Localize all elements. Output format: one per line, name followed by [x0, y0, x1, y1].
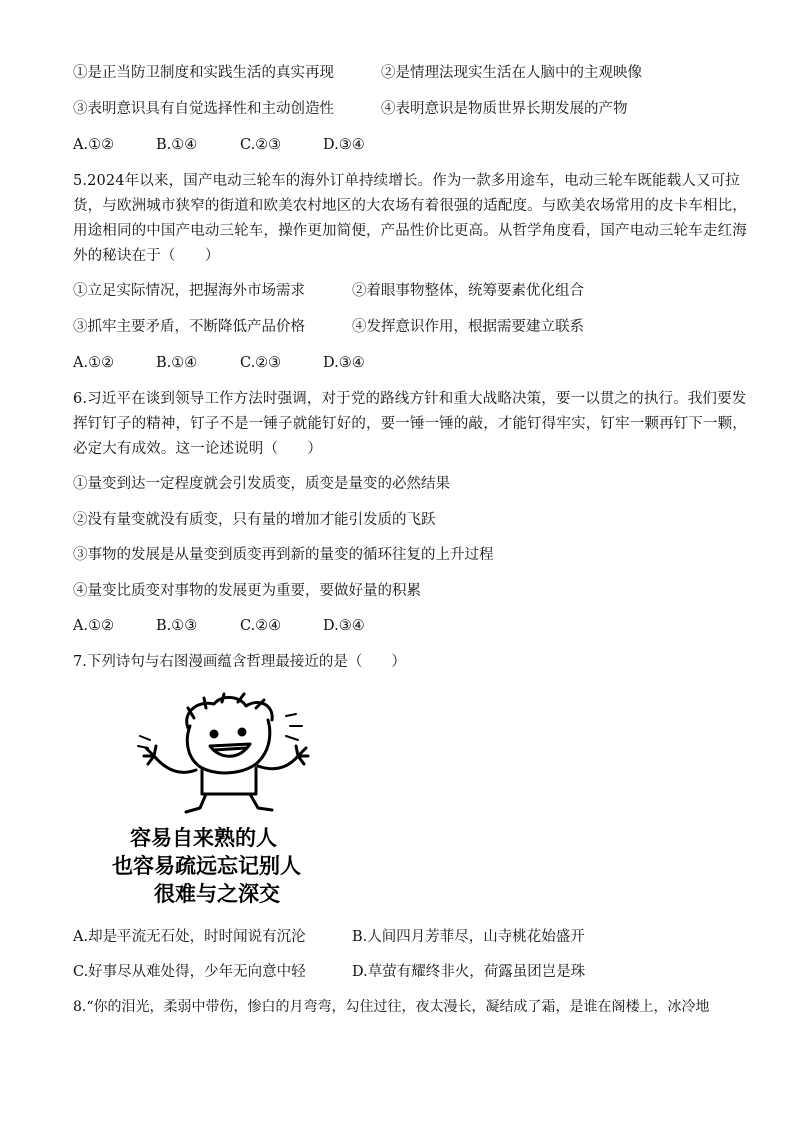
- q5-stem-line-2: 货，与欧洲城市狭窄的街道和欧美农村地区的大农场有着很强的适配度。与欧美农场常用的皮卡车相比，: [73, 198, 747, 214]
- cartoon-caption-line-1: 容易自来熟的人: [130, 826, 277, 850]
- q7-option-a: A.却是平流无石处，时时闻说有沉沦: [73, 929, 306, 945]
- q4-statement-4: ④表明意识是物质世界长期发展的产物: [381, 101, 628, 117]
- q5-choice-b: B.①④: [156, 355, 198, 371]
- q6-stem-line-1: 6.习近平在谈到领导工作方法时强调，对于党的路线方针和重大战略决策，要一以贯之的执行。我们要发: [73, 391, 747, 407]
- q6-statement-2: ②没有量变就没有质变，只有量的增加才能引发质的飞跃: [73, 512, 436, 528]
- q5-statement-1: ①立足实际情况，把握海外市场需求: [73, 283, 305, 299]
- q5-statement-3: ③抓牢主要矛盾，不断降低产品价格: [73, 319, 305, 335]
- q4-choice-d: D.③④: [323, 137, 365, 153]
- cartoon-caption-line-3: 很难与之深交: [154, 882, 280, 906]
- q7-option-d: D.草萤有耀终非火，荷露虽团岂是珠: [352, 964, 586, 980]
- q5-stem-line-4: 外的秘诀在于（ ）: [73, 248, 220, 264]
- q6-choice-b: B.①③: [156, 618, 198, 634]
- q5-choice-d: D.③④: [323, 355, 365, 371]
- q4-statement-2: ②是情理法现实生活在人脑中的主观映像: [381, 65, 642, 81]
- q5-choice-a: A.①②: [73, 355, 115, 371]
- q6-choice-a: A.①②: [73, 618, 115, 634]
- q5-statement-2: ②着眼事物整体，统筹要素优化组合: [352, 283, 584, 299]
- q5-statement-4: ④发挥意识作用，根据需要建立联系: [352, 319, 584, 335]
- q6-statement-4: ④量变比质变对事物的发展更为重要，要做好量的积累: [73, 583, 421, 599]
- q5-stem-line-3: 用途相同的中国产电动三轮车，操作更加简便，产品性价比更高。从哲学角度看，国产电动三轮车走红海: [73, 223, 747, 239]
- q7-option-c: C.好事尽从难处得，少年无向意中轻: [73, 964, 306, 980]
- cartoon-image: [110, 690, 370, 910]
- q4-choice-c: C.②③: [240, 137, 282, 153]
- q4-choice-b: B.①④: [156, 137, 198, 153]
- q7-option-b: B.人间四月芳菲尽，山寺桃花始盛开: [352, 929, 585, 945]
- q6-statement-1: ①量变到达一定程度就会引发质变，质变是量变的必然结果: [73, 476, 450, 492]
- cartoon-figure-icon: [110, 690, 370, 820]
- cartoon-caption-line-2: 也容易疏远忘记别人: [112, 854, 301, 878]
- q6-choice-c: C.②④: [240, 618, 282, 634]
- q6-stem-line-3: 必定大有成效。这一论述说明（ ）: [73, 441, 323, 457]
- q4-statement-3: ③表明意识具有自觉选择性和主动创造性: [73, 101, 334, 117]
- q6-stem-line-2: 挥钉钉子的精神，钉子不是一锤子就能钉好的，要一锤一锤的敲，才能钉得牢实，钉牢一颗再钉下一颗，: [73, 416, 747, 432]
- q4-choice-a: A.①②: [73, 137, 115, 153]
- q5-stem-line-1: 5.2024年以来，国产电动三轮车的海外订单持续增长。作为一款多用途车，电动三轮车既能载人又可拉: [73, 173, 740, 189]
- q4-statement-1: ①是正当防卫制度和实践生活的真实再现: [73, 65, 334, 81]
- q5-choice-c: C.②③: [240, 355, 282, 371]
- q6-choice-d: D.③④: [323, 618, 365, 634]
- q6-statement-3: ③事物的发展是从量变到质变再到新的量变的循环往复的上升过程: [73, 547, 494, 563]
- q8-stem-line-1: 8.“你的泪光，柔弱中带伤，惨白的月弯弯，勾住过往，夜太漫长，凝结成了霜，是谁在阁楼上，冰冷地: [73, 999, 710, 1015]
- q7-stem: 7.下列诗句与右图漫画蕴含哲理最接近的是（ ）: [73, 654, 406, 670]
